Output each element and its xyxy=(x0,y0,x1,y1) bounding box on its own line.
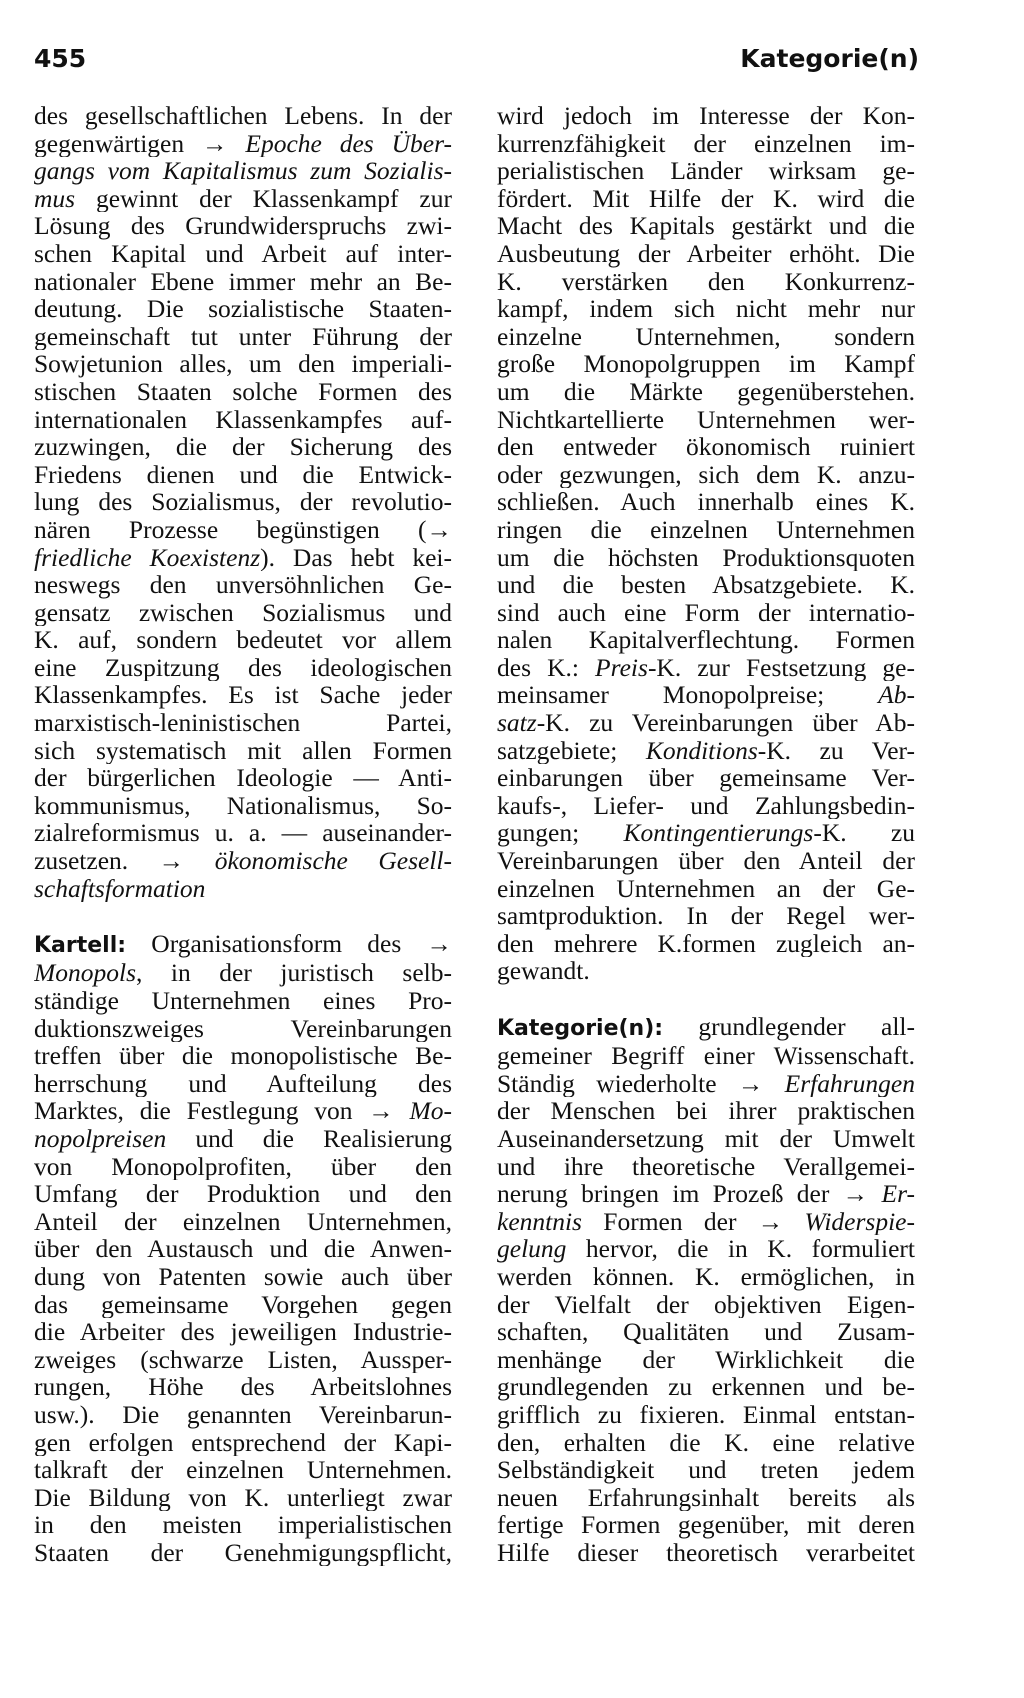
cross-reference: Monopols xyxy=(34,959,136,987)
text-line: den, erhalten die K. eine relative xyxy=(497,1428,915,1457)
text-line: einzelnen Unternehmen an der Ge- xyxy=(497,874,915,903)
cross-reference: schaftsformation xyxy=(34,874,206,903)
text-line: herrschung und Aufteilung des xyxy=(34,1069,452,1098)
text-line: lung des Sozialismus, der revolutio- xyxy=(34,488,452,516)
text-line xyxy=(34,875,452,903)
text-line: der bürgerlichen Ideologie — Anti- xyxy=(34,764,452,792)
text-line: meinsamer Monopolpreise; Ab- xyxy=(497,681,915,710)
text-line: kommunismus, Nationalismus, So- xyxy=(34,791,452,820)
cross-reference: Erfahrungen xyxy=(784,1069,915,1098)
cross-reference: kenntnis xyxy=(497,1207,582,1236)
text-line: nopolpreisen und die Realisierung xyxy=(34,1124,452,1153)
text-line: Ausbeutung der Arbeiter erhöht. Die xyxy=(497,239,915,268)
text-line: Hilfe dieser theoretisch verarbeitet xyxy=(497,1538,915,1567)
text-line: den entweder ökonomisch ruiniert xyxy=(497,433,915,461)
cross-reference: Epoche des Über- xyxy=(245,129,452,158)
text-line: Die Bildung von K. unterliegt zwar xyxy=(34,1483,452,1512)
text-line: nären Prozesse begünstigen (→ xyxy=(34,515,452,544)
cross-reference: Widerspie- xyxy=(804,1207,915,1236)
cross-reference: friedliche Koexistenz xyxy=(34,543,261,572)
cross-reference: gangs vom Kapitalismus zum Sozialis- xyxy=(34,157,452,185)
text-line: kaufs-, Liefer- und Zahlungsbedin- xyxy=(497,791,915,820)
text-line: gewandt. xyxy=(497,957,590,985)
entry-headword-kategorie: Kategorie(n): xyxy=(497,1015,664,1041)
text-line: Vereinbarungen über den Anteil der xyxy=(497,847,915,875)
text-line: rungen, Höhe des Arbeitslohnes xyxy=(34,1373,452,1401)
entry-spacer xyxy=(497,985,915,1013)
text-line: nationaler Ebene immer mehr an Be- xyxy=(34,267,452,296)
text-line: K. verstärken den Konkurrenz- xyxy=(497,267,915,296)
text-line: eine Zuspitzung des ideologischen xyxy=(34,653,452,682)
text-line: Monopols, in der juristisch selb- xyxy=(34,959,452,987)
text-line: neuen Erfahrungsinhalt bereits als xyxy=(497,1483,915,1512)
text-line: zusetzen. → ökonomische Gesell- xyxy=(34,847,452,875)
text-line: mus gewinnt der Klassenkampf zur xyxy=(34,184,452,213)
text-line: des K.: Preis-K. zur Festsetzung ge- xyxy=(497,653,915,682)
text-line: Umfang der Produktion und den xyxy=(34,1180,452,1208)
text-line: marxistisch-leninistischen Partei, xyxy=(34,709,452,737)
emphasis: Ab- xyxy=(878,681,915,710)
entry-first-line: Kartell: Organisationsform des → xyxy=(34,929,452,958)
text-line: werden können. K. ermöglichen, in xyxy=(497,1262,915,1291)
text-line: über den Austausch und die Anwen- xyxy=(34,1235,452,1263)
text-line: um die höchsten Produktionsquoten xyxy=(497,543,915,572)
cross-reference: Mo- xyxy=(409,1097,452,1125)
entry-spacer xyxy=(34,902,452,930)
text-line: Friedens dienen und die Entwick- xyxy=(34,460,452,489)
text-line: Lösung des Grundwiderspruchs zwi- xyxy=(34,212,452,240)
emphasis: satz xyxy=(497,709,537,737)
text-line: des gesellschaftlichen Lebens. In der xyxy=(34,102,452,130)
text-line: Klassenkampfes. Es ist Sache jeder xyxy=(34,681,452,710)
emphasis: Kontingentierungs xyxy=(623,819,814,848)
emphasis: Konditions xyxy=(645,736,758,765)
entry-headword-kartell: Kartell: xyxy=(34,932,127,958)
text-line: von Monopolprofiten, über den xyxy=(34,1152,452,1181)
text-line: grundlegenden zu erkennen und be- xyxy=(497,1373,915,1401)
text-line: ständige Unternehmen eines Pro- xyxy=(34,987,452,1015)
emphasis: Preis xyxy=(595,653,648,682)
text-line: gemeiner Begriff einer Wissenschaft. xyxy=(497,1042,915,1070)
text-line: usw.). Die genannten Vereinbarun- xyxy=(34,1400,452,1429)
text-line: grifflich zu fixieren. Einmal entstan- xyxy=(497,1400,915,1429)
text-line: perialistischen Länder wirksam ge- xyxy=(497,157,915,185)
text-line: der Vielfalt der objektiven Eigen- xyxy=(497,1290,915,1319)
cross-reference: Er- xyxy=(881,1180,915,1208)
text-line: satzgebiete; Konditions-K. zu Ver- xyxy=(497,736,915,765)
text-line: fördert. Mit Hilfe der K. wird die xyxy=(497,184,915,213)
text-line: Nichtkartellierte Unternehmen wer- xyxy=(497,405,915,434)
text-line: den mehrere K.formen zugleich an- xyxy=(497,929,915,958)
text-line: stischen Staaten solche Formen des xyxy=(34,377,452,406)
text-line: satz-K. zu Vereinbarungen über Ab- xyxy=(497,709,915,737)
text-line: menhänge der Wirklichkeit die xyxy=(497,1345,915,1374)
text-line: der Menschen bei ihrer praktischen xyxy=(497,1097,915,1125)
text-line: gungen; Kontingentierungs-K. zu xyxy=(497,819,915,848)
text-line: Sowjetunion alles, um den imperiali- xyxy=(34,350,452,378)
text-line: nalen Kapitalverflechtung. Formen xyxy=(497,626,915,654)
cross-reference: mus xyxy=(34,184,76,213)
cross-reference: gelung xyxy=(497,1235,567,1263)
text-line: Marktes, die Festlegung von → Mo- xyxy=(34,1097,452,1125)
text-line: wird jedoch im Interesse der Kon- xyxy=(497,102,915,130)
text-line: große Monopolgruppen im Kampf xyxy=(497,350,915,378)
text-line: oder gezwungen, sich dem K. anzu- xyxy=(497,460,915,489)
text-line: dung von Patenten sowie auch über xyxy=(34,1262,452,1291)
text-line: K. auf, sondern bedeutet vor allem xyxy=(34,626,452,654)
text-line: samtproduktion. In der Regel wer- xyxy=(497,902,915,930)
text-line: um die Märkte gegenüberstehen. xyxy=(497,377,915,406)
text-line: gegenwärtigen → Epoche des Über- xyxy=(34,129,452,158)
text-line: sind auch eine Form der internatio- xyxy=(497,598,915,627)
text-line: Selbständigkeit und treten jedem xyxy=(497,1456,915,1484)
entry-first-line: Kategorie(n): grundlegender all- xyxy=(497,1012,915,1041)
text-line: schen Kapital und Arbeit auf inter- xyxy=(34,239,452,268)
text-line: internationalen Klassenkampfes auf- xyxy=(34,405,452,434)
page-number: 455 xyxy=(34,44,87,73)
text-line: Anteil der einzelnen Unternehmen, xyxy=(34,1207,452,1236)
cross-reference: ökonomische Gesell- xyxy=(214,847,452,875)
right-column xyxy=(497,102,915,1566)
text-line: sich systematisch mit allen Formen xyxy=(34,736,452,765)
text-line: kurrenzfähigkeit der einzelnen im- xyxy=(497,129,915,158)
text-line: talkraft der einzelnen Unternehmen. xyxy=(34,1456,452,1484)
text-line: zialreformismus u. a. — auseinander- xyxy=(34,819,452,848)
cross-reference: nopolpreisen xyxy=(34,1124,167,1153)
text-line: kampf, indem sich nicht mehr nur xyxy=(497,295,915,323)
text-line: zuzwingen, die der Sicherung des xyxy=(34,433,452,461)
text-line: Auseinandersetzung mit der Umwelt xyxy=(497,1124,915,1153)
text-line: gemeinschaft tut unter Führung der xyxy=(34,322,452,351)
text-line: friedliche Koexistenz). Das hebt kei- xyxy=(34,543,452,572)
text-line: das gemeinsame Vorgehen gegen xyxy=(34,1290,452,1319)
text-line: fertige Formen gegenüber, mit deren xyxy=(497,1511,915,1539)
text-line: kenntnis Formen der → Widerspie- xyxy=(497,1207,915,1236)
text-line: Staaten der Genehmigungspflicht, xyxy=(34,1538,452,1567)
text-line: einzelne Unternehmen, sondern xyxy=(497,322,915,351)
text-line: die Arbeiter des jeweiligen Industrie- xyxy=(34,1318,452,1346)
text-line: in den meisten imperialistischen xyxy=(34,1511,452,1539)
text-line: und die besten Absatzgebiete. K. xyxy=(497,571,915,599)
text-line xyxy=(34,157,452,185)
text-line: gelung hervor, die in K. formuliert xyxy=(497,1235,915,1263)
text-line: gensatz zwischen Sozialismus und xyxy=(34,598,452,627)
text-line: neswegs den unversöhnlichen Ge- xyxy=(34,571,452,599)
text-line: ringen die einzelnen Unternehmen xyxy=(497,515,915,544)
text-line: Ständig wiederholte → Erfahrungen xyxy=(497,1069,915,1098)
text-line: Macht des Kapitals gestärkt und die xyxy=(497,212,915,240)
text-line: schließen. Auch innerhalb eines K. xyxy=(497,488,915,516)
text-line: treffen über die monopolistische Be- xyxy=(34,1042,452,1070)
text-line: duktionszweiges Vereinbarungen xyxy=(34,1014,452,1043)
left-column xyxy=(34,102,452,1566)
text-line: nerung bringen im Prozeß der → Er- xyxy=(497,1180,915,1208)
text-line: schaften, Qualitäten und Zusam- xyxy=(497,1318,915,1346)
text-line: und ihre theoretische Verallgemei- xyxy=(497,1152,915,1181)
text-line: deutung. Die sozialistische Staaten- xyxy=(34,295,452,323)
text-line: zweiges (schwarze Listen, Aussper- xyxy=(34,1345,452,1374)
text-line: gen erfolgen entsprechend der Kapi- xyxy=(34,1428,452,1457)
running-head: Kategorie(n) xyxy=(740,44,919,73)
text-line: einbarungen über gemeinsame Ver- xyxy=(497,764,915,792)
